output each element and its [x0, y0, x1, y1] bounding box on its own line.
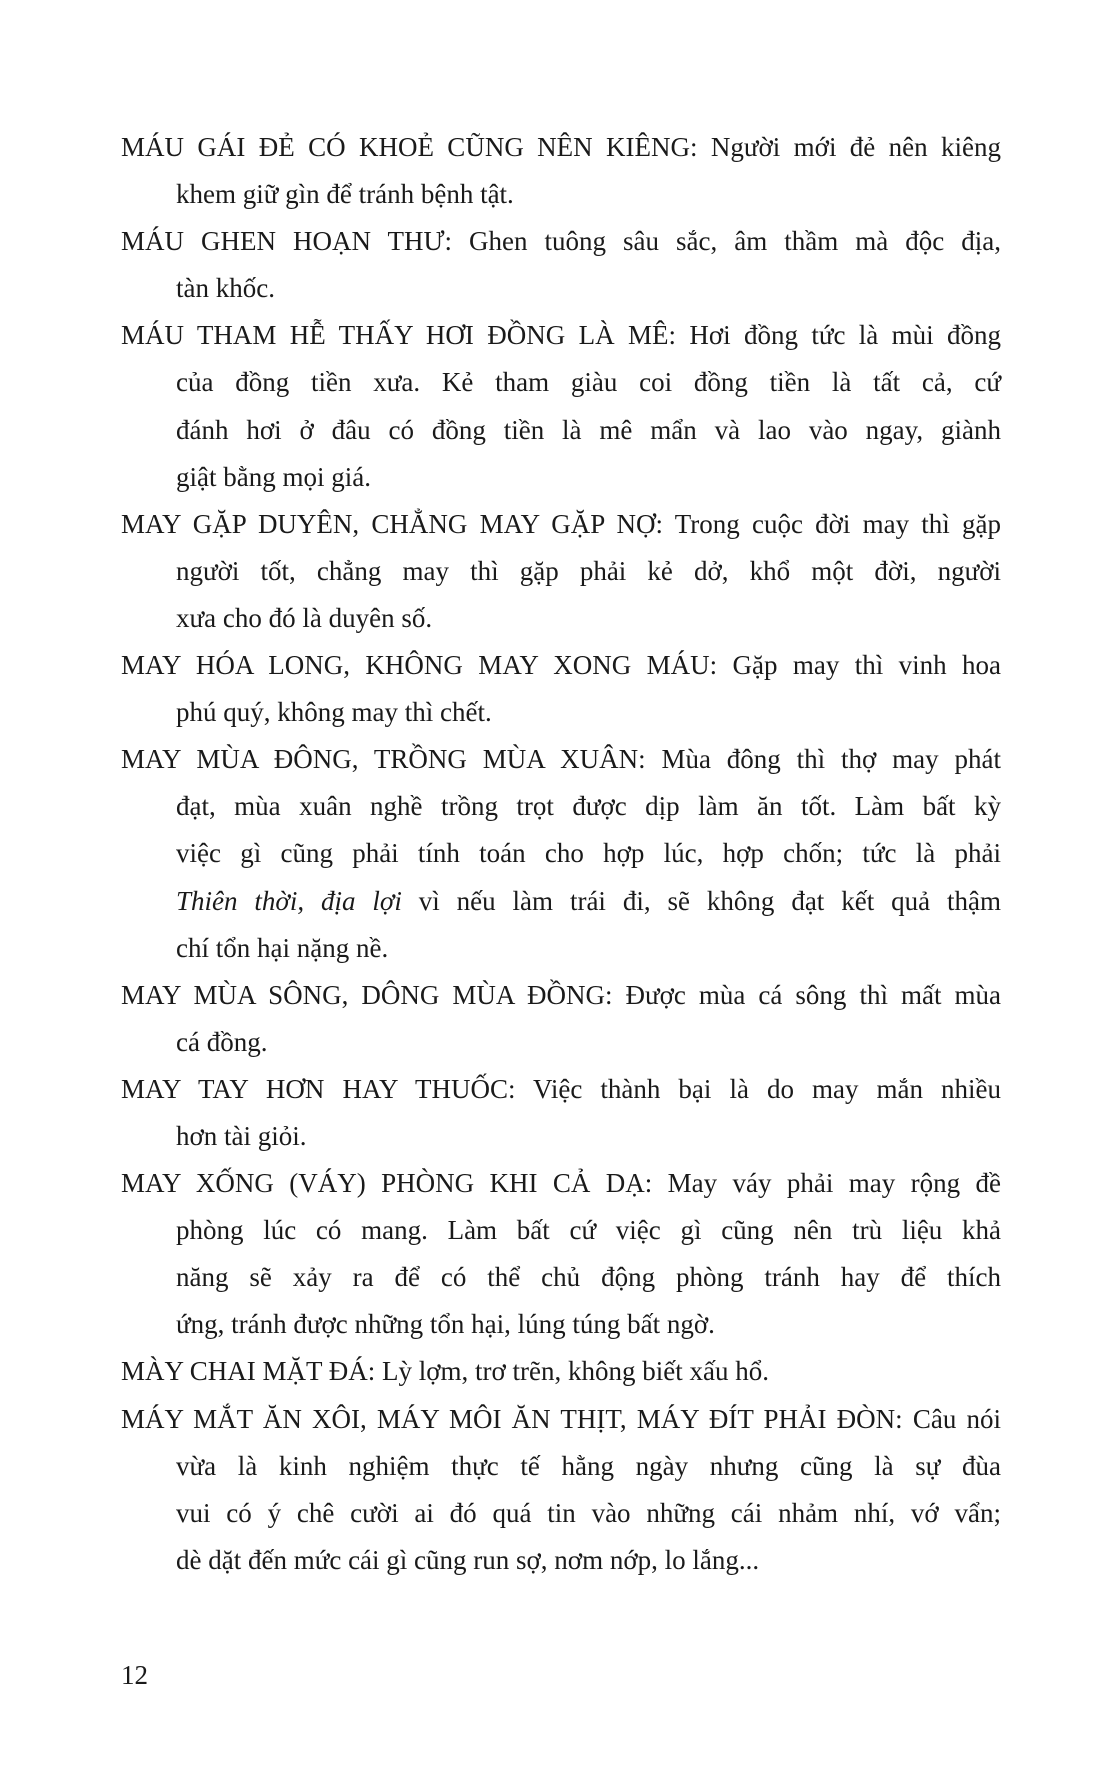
entry-definition-line: phòng lúc có mang. Làm bất cứ việc gì cũng nên trù liệu khả: [176, 1215, 1001, 1246]
entry-definition-line: [121, 878, 1001, 925]
entry-definition-line: hơn tài giỏi.: [176, 1120, 307, 1151]
entry-headword-line: MAY TAY HƠN HAY THUỐC: Việc thành bại là do may mắn nhiều: [121, 1073, 1001, 1104]
entry-definition-line: vui có ý chê cười ai đó quá tin vào những cái nhảm nhí, vớ vẩn;: [176, 1497, 1001, 1528]
entry-definition-line: việc gì cũng phải tính toán cho hợp lúc, hợp chốn; tức là phải: [176, 838, 1001, 869]
entry-definition-line: năng sẽ xảy ra để có thể chủ động phòng tránh hay để thích: [176, 1262, 1001, 1293]
dictionary-entry: [121, 642, 1001, 736]
entry-definition-line: đạt, mùa xuân nghề trồng trọt được dịp làm ăn tốt. Làm bất kỳ: [176, 791, 1001, 822]
dictionary-entry: [121, 312, 1001, 500]
entry-definition-line: khem giữ gìn để tránh bệnh tật.: [176, 179, 514, 210]
entry-definition-line: xưa cho đó là duyên số.: [176, 602, 433, 633]
entry-headword-line: MAY XỐNG (VÁY) PHÒNG KHI CẢ DẠ: May váy phải may rộng đề: [121, 1168, 1001, 1199]
entry-headword-line: MAY GẶP DUYÊN, CHẲNG MAY GẶP NỢ: Trong cuộc đời may thì gặp: [121, 508, 1001, 539]
entry-headword-line: MAY HÓA LONG, KHÔNG MAY XONG MÁU: Gặp may thì vinh hoa: [121, 650, 1001, 681]
dictionary-entry: [121, 1348, 1001, 1395]
entry-definition-line: của đồng tiền xưa. Kẻ tham giàu coi đồng tiền là tất cả, cứ: [176, 367, 1001, 398]
dictionary-entry: [121, 1160, 1001, 1348]
entry-definition-line: người tốt, chẳng may thì gặp phải kẻ dở, khổ một đời, người: [176, 555, 1001, 586]
dictionary-entry: [121, 1396, 1001, 1584]
entry-definition-line: vừa là kinh nghiệm thực tế hằng ngày nhưng cũng là sự đùa: [176, 1450, 1001, 1481]
entry-headword-line: MÀY CHAI MẶT ĐÁ: Lỳ lợm, trơ trẽn, không biết xấu hổ.: [121, 1356, 769, 1387]
entry-definition-line: đánh hơi ở đâu có đồng tiền là mê mẩn và lao vào ngay, giành: [176, 414, 1001, 445]
dictionary-entry: [121, 1066, 1001, 1160]
page-number: 12: [121, 1660, 148, 1690]
dictionary-entry: [121, 218, 1001, 312]
entry-headword-line: MAY MÙA ĐÔNG, TRỒNG MÙA XUÂN: Mùa đông thì thợ may phát: [121, 744, 1001, 775]
entry-headword-line: MÁU GÁI ĐẺ CÓ KHOẺ CŨNG NÊN KIÊNG: Người mới đẻ nên kiêng: [121, 132, 1001, 162]
entry-headword-line: MÁU THAM HỄ THẤY HƠI ĐỒNG LÀ MÊ: Hơi đồng tức là mùi đồng: [121, 320, 1001, 351]
entry-headword-line: MÁY MẮT ĂN XÔI, MÁY MÔI ĂN THỊT, MÁY ĐÍT PHẢI ĐÒN: Câu nói: [121, 1403, 1001, 1434]
entry-definition-line: ứng, tránh được những tổn hại, lúng túng bất ngờ.: [176, 1309, 715, 1340]
entry-headword-line: MAY MÙA SÔNG, DÔNG MÙA ĐỒNG: Được mùa cá sông thì mất mùa: [121, 979, 1001, 1010]
dictionary-entry: [121, 736, 1001, 971]
entry-definition-line: phú quý, không may thì chết.: [176, 697, 492, 728]
dictionary-entry: [121, 972, 1001, 1066]
dictionary-entry: [121, 501, 1001, 642]
dictionary-entries: [121, 124, 1001, 1584]
entry-headword-line: MÁU GHEN HOẠN THƯ: Ghen tuông sâu sắc, âm thầm mà độc địa,: [121, 226, 1001, 257]
entry-definition-line: tàn khốc.: [176, 273, 275, 304]
italic-phrase: Thiên thời, địa lợi: [176, 885, 402, 916]
entry-definition-line: giật bằng mọi giá.: [176, 461, 371, 492]
entry-definition-line: dè dặt đến mức cái gì cũng run sợ, nơm nớp, lo lắng...: [176, 1544, 760, 1575]
line-text: vì nếu làm trái đi, sẽ không đạt kết quả thậm: [401, 885, 1002, 916]
entry-definition-line: cá đồng.: [176, 1026, 268, 1057]
entry-definition-line: chí tổn hại nặng nề.: [176, 932, 389, 963]
dictionary-entry: [121, 124, 1001, 218]
